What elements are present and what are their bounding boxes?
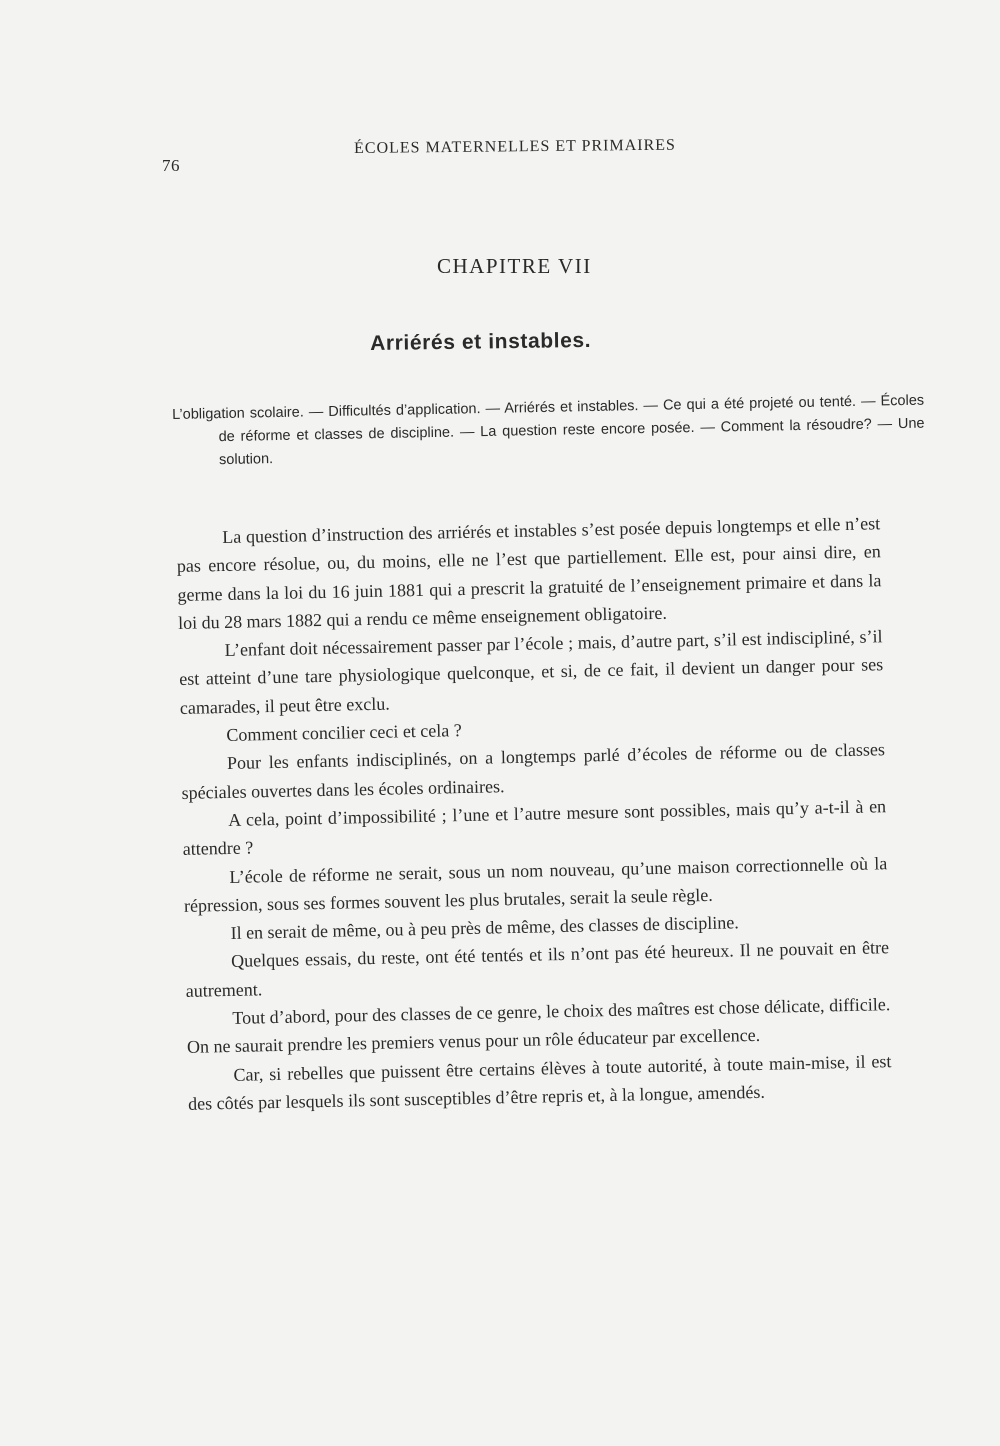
paragraph: L’enfant doit nécessairement passer par l’école ; mais, d’autre part, s’il est indiscipliné, s’il est atteint d’une tare physiologique quelconque, et si, de ce fait, il devient un danger pour ses camarades, il peut être exclu. xyxy=(179,626,884,718)
paragraph: Comment concilier ceci et cela ? xyxy=(226,720,462,746)
paragraph: L’école de réforme ne serait, sous un nom nouveau, qu’une maison correctionnelle où la répression, sous ses formes souvent les plus brutales, serait la seule règle. xyxy=(183,852,888,916)
paragraph: A cela, point d’impossibilité ; l’une et l’autre mesure sont possibles, mais qu’y a-t-il à en attendre ? xyxy=(182,796,887,860)
paragraph: La question d’instruction des arriérés et instables s’est posée depuis longtemps et elle n’est pas encore résolue, ou, du moins, elle ne l’est que partiellement. Elle est, pour ainsi dire, en germe dans la loi du 16 juin 1881 qui a prescrit la gratuité de l’enseignement primaire et dans la loi du 28 mars 1882 qui a rendu ce même enseignement obligatoire. xyxy=(176,513,882,633)
paragraph: Car, si rebelles que puissent être certains élèves à toute autorité, à toute main-mise, il est des côtés par lesquels ils sont susceptibles d’être repris et, à la longue, amendés. xyxy=(187,1050,892,1114)
paragraph: Quelques essais, du reste, ont été tentés et ils n’ont pas été heureux. Il ne pouvait en être autrement. xyxy=(185,937,890,1001)
chapter-summary: L’obligation scolaire. — Difficultés d’application. — Arriérés et instables. — Ce qui a été projeté ou tenté. — Écoles de réforme et classes de discipline. — La question reste encore posée. — Comment la résoudre? — Une solution. xyxy=(172,392,925,469)
paragraph: Il en serait de même, ou à peu près de même, des classes de discipline. xyxy=(230,912,740,944)
page-number: 76 xyxy=(162,156,180,175)
paragraph: Tout d’abord, pour des classes de ce genre, le choix des maîtres est chose délicate, difficile. On ne saurait prendre les premiers venus pour un rôle éducateur par excellence. xyxy=(186,994,891,1058)
chapter-number: CHAPITRE VII xyxy=(437,254,592,278)
body-text xyxy=(176,509,892,1118)
running-head: ÉCOLES MATERNELLES ET PRIMAIRES xyxy=(354,136,676,157)
chapter-title: Arriérés et instables. xyxy=(370,328,592,355)
paragraph: Pour les enfants indisciplinés, on a longtemps parlé d’écoles de réforme ou de classes spéciales ouvertes dans les écoles ordinaires. xyxy=(181,739,886,803)
